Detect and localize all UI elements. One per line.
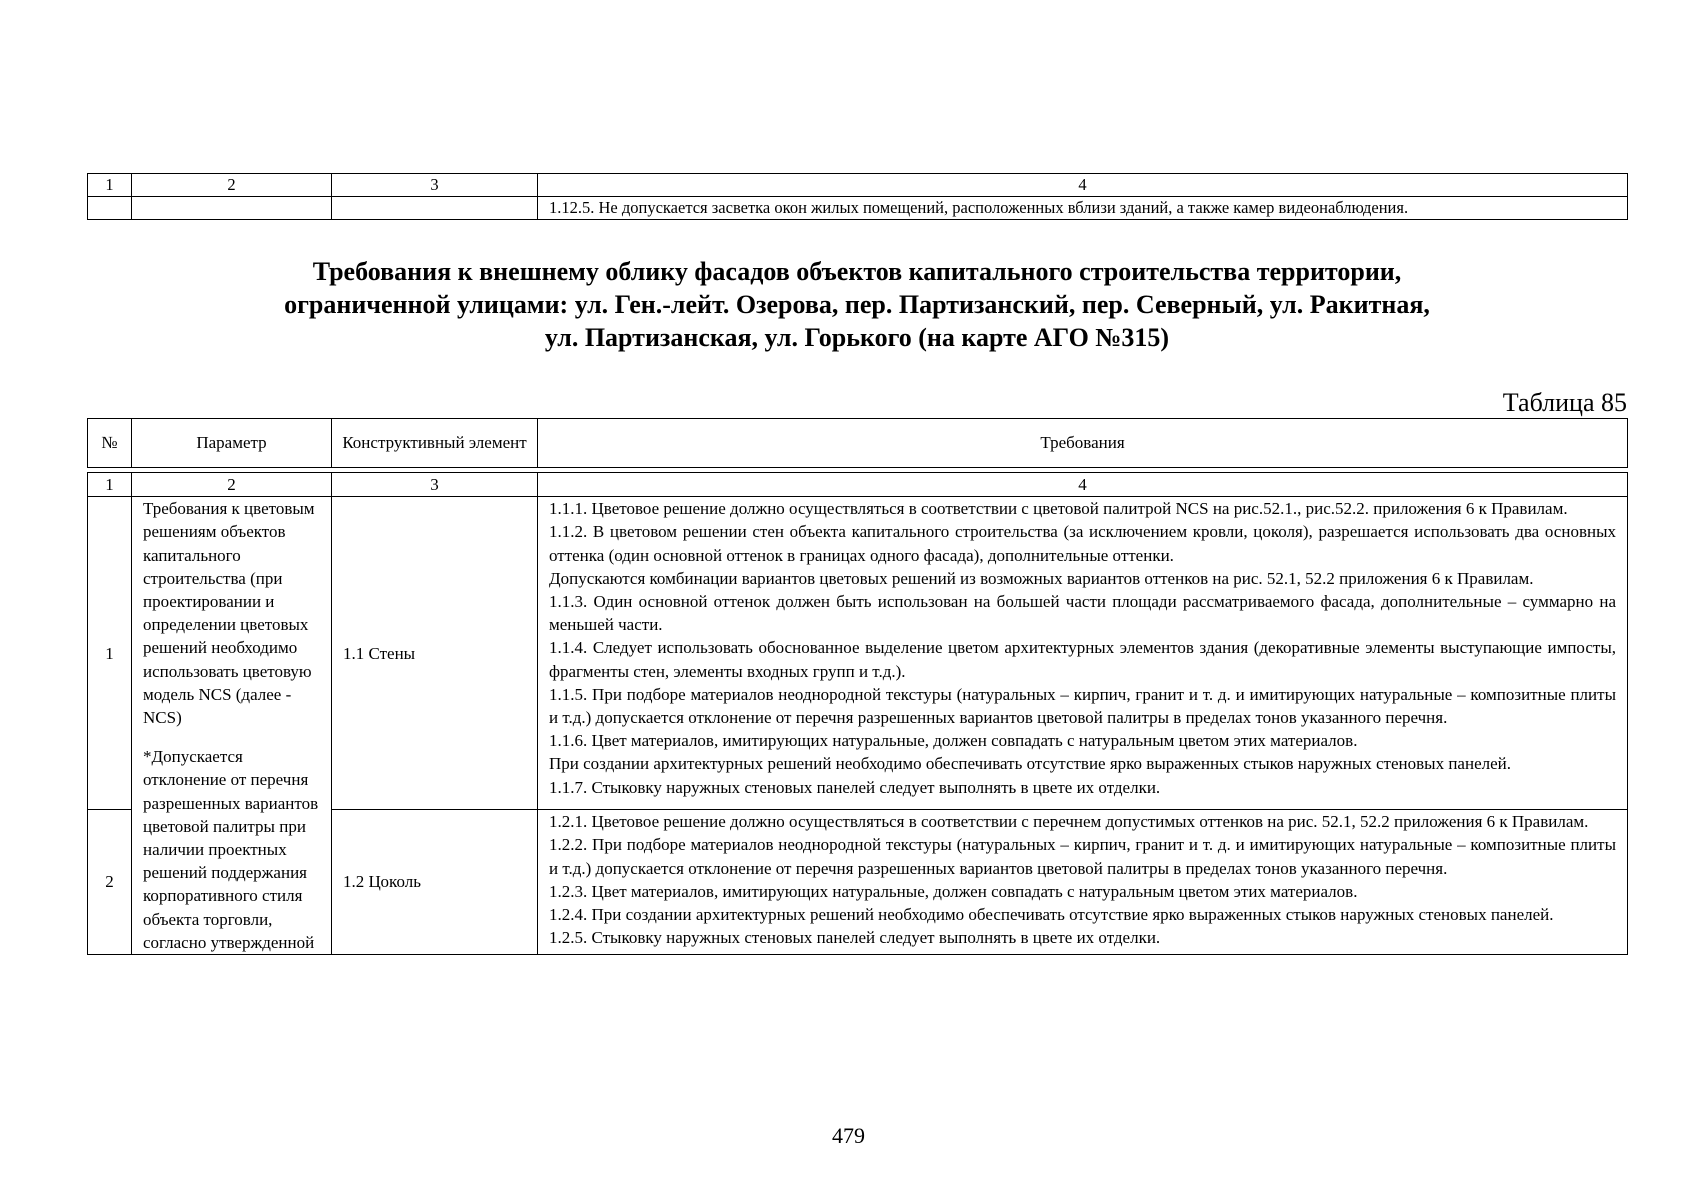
title-line: ограниченной улицами: ул. Ген.-лейт. Озерова, пер. Партизанский, пер. Северный, ул. Ракитная, xyxy=(284,290,1430,319)
section-title xyxy=(87,255,1627,354)
page-number: 479 xyxy=(832,1123,865,1148)
requirements-cell xyxy=(538,810,1628,955)
parameter-note: *Допускается отклонение от перечня разрешенных вариантов цветовой палитры при наличии проектных решений поддержания корпоративного стиля объекта торговли, согласно утвержденной xyxy=(143,747,319,952)
requirement-item: 1.1.6. Цвет материалов, имитирующих натуральные, должен совпадать с натуральным цветом этих материалов. xyxy=(549,731,1358,751)
requirement-item: 1.2.5. Стыковку наружных стеновых панелей следует выполнять в цвете их отделки. xyxy=(549,928,1161,948)
header-number: № xyxy=(88,419,132,468)
col-number: 1 xyxy=(88,473,132,497)
table-label: Таблица 85 xyxy=(1502,388,1627,417)
requirement-item: 1.1.2. В цветовом решении стен объекта капитального строительства (за исключением кровли, цоколя), разрешается использовать два основных оттенка (один основной оттенок в границах одного фасада), дополнительные оттенки. xyxy=(549,522,1616,565)
column-number-row xyxy=(88,174,1628,197)
requirement-item: 1.2.1. Цветовое решение должно осуществляться в соответствии с перечнем допустимых оттенков на рис. 52.1, 52.2 приложения 6 к Правилам. xyxy=(549,812,1589,832)
col-number: 4 xyxy=(538,174,1628,197)
table-header xyxy=(87,418,1628,468)
col-number: 1 xyxy=(88,174,132,197)
col-number: 3 xyxy=(332,473,538,497)
element-cell: 1.2 Цоколь xyxy=(332,810,538,955)
row-number: 2 xyxy=(88,810,132,955)
header-element: Конструктивный элемент xyxy=(332,419,538,468)
title-line: ул. Партизанская, ул. Горького (на карте АГО №315) xyxy=(544,323,1170,352)
col-number: 3 xyxy=(332,174,538,197)
table-row xyxy=(88,197,1628,220)
requirement-item: 1.1.1. Цветовое решение должно осуществляться в соответствии с цветовой палитрой NCS на рис.52.1., рис.52.2. приложения 6 к Правилам. xyxy=(549,499,1568,519)
table-cell xyxy=(332,197,538,220)
col-number: 2 xyxy=(132,473,332,497)
requirement-item: 1.1.4. Следует использовать обоснованное выделение цветом архитектурных элементов здания (декоративные элементы выступающие импосты, фрагменты стен, элементы входных групп и т.д.). xyxy=(549,638,1616,681)
element-cell: 1.1 Стены xyxy=(332,497,538,810)
parameter-cell xyxy=(132,497,332,955)
requirement-item: 1.2.2. При подборе материалов неоднородной текстуры (натуральных – кирпич, гранит и т. д. и имитирующих натуральные – композитные плиты и т.д.) допускается отклонение от перечня разрешенных вариантов цветовой палитры в пределах тонов указанного перечня. xyxy=(549,835,1616,878)
table-cell xyxy=(132,197,332,220)
col-number: 2 xyxy=(132,174,332,197)
requirement-item: 1.2.3. Цвет материалов, имитирующих натуральные, должен совпадать с натуральным цветом этих материалов. xyxy=(549,881,1358,901)
table-cell xyxy=(88,197,132,220)
header-requirements: Требования xyxy=(538,419,1628,468)
header-row xyxy=(88,419,1628,468)
continuation-table xyxy=(87,173,1628,220)
row-number: 1 xyxy=(88,497,132,810)
requirements-table xyxy=(87,472,1628,955)
requirements-cell xyxy=(538,497,1628,810)
column-number-row xyxy=(88,473,1628,497)
requirement-item: 1.1.3. Один основной оттенок должен быть использован на большей части площади рассматриваемого фасада, дополнительные – суммарно на меньшей части. xyxy=(549,592,1616,635)
requirement-item: Допускаются комбинации вариантов цветовых решений из возможных вариантов оттенков на рис. 52.1, 52.2 приложения 6 к Правилам. xyxy=(549,568,1534,588)
requirement-item: 1.1.7. Стыковку наружных стеновых панелей следует выполнять в цвете их отделки. xyxy=(549,777,1161,797)
parameter-text: Требования к цветовым решениям объектов капитального строительства (при проектировании и определении цветовых решений необходимо использовать цветовую модель NCS (далее - NCS) xyxy=(143,499,315,728)
header-parameter: Параметр xyxy=(132,419,332,468)
requirement-item: 1.1.5. При подборе материалов неоднородной текстуры (натуральных – кирпич, гранит и т. д. и имитирующих натуральные – композитные плиты и т.д.) допускается отклонение от перечня разрешенных вариантов цветовой палитры в пределах тонов указанного перечня. xyxy=(549,684,1616,728)
table-row xyxy=(88,497,1628,810)
requirement-item: 1.2.4. При создании архитектурных решений необходимо обеспечивать отсутствие ярко выраженных стыков наружных стеновых панелей. xyxy=(549,904,1554,924)
col-number: 4 xyxy=(538,473,1628,497)
requirement-text: 1.12.5. Не допускается засветка окон жилых помещений, расположенных вблизи зданий, а также камер видеонаблюдения. xyxy=(538,197,1628,220)
requirement-item: При создании архитектурных решений необходимо обеспечивать отсутствие ярко выраженных стыков наружных стеновых панелей. xyxy=(549,754,1511,774)
title-line: Требования к внешнему облику фасадов объектов капитального строительства территории, xyxy=(312,257,1402,286)
